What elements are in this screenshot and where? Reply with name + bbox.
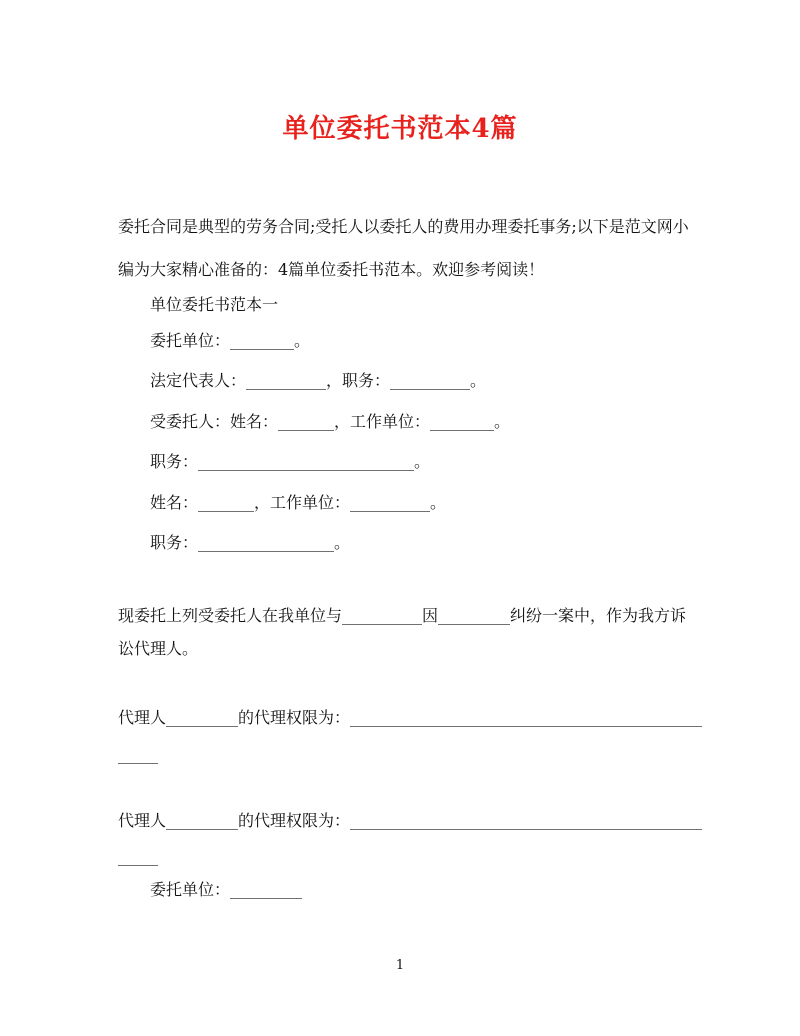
- section-heading: 单位委托书范本一: [150, 295, 279, 314]
- client-unit-signature: 委托单位：_________: [150, 880, 303, 899]
- agent-1-line-2: _____: [118, 745, 158, 764]
- field-trustee-1-duty: 职务：___________________________。: [150, 452, 431, 471]
- field-trustee-2-duty: 职务：_________________。: [150, 533, 351, 552]
- field-legal-rep: 法定代表人：__________，职务：__________。: [150, 371, 487, 390]
- body-line-1: 现委托上列受委托人在我单位与__________因_________纠纷一案中，作为我方诉: [118, 606, 687, 625]
- document-title: 单位委托书范本4篇: [282, 114, 518, 144]
- field-trustee-1: 受委托人：姓名：_______，工作单位：________。: [150, 412, 511, 431]
- agent-1-line-1: 代理人_________的代理权限为：____________________________________________: [118, 708, 703, 727]
- field-trustee-2: 姓名：_______，工作单位：__________。: [150, 493, 447, 512]
- agent-2-line-1: 代理人_________的代理权限为：____________________________________________: [118, 811, 703, 830]
- intro-line-2: 编为大家精心准备的：4篇单位委托书范本。欢迎参考阅读！: [118, 260, 545, 279]
- field-client-unit: 委托单位：________。: [150, 331, 311, 350]
- body-line-2: 讼代理人。: [118, 639, 199, 658]
- intro-line-1: 委托合同是典型的劳务合同;受托人以委托人的费用办理委托事务;以下是范文网小: [118, 217, 689, 236]
- page-number: 1: [395, 958, 405, 973]
- agent-2-line-2: _____: [118, 847, 158, 866]
